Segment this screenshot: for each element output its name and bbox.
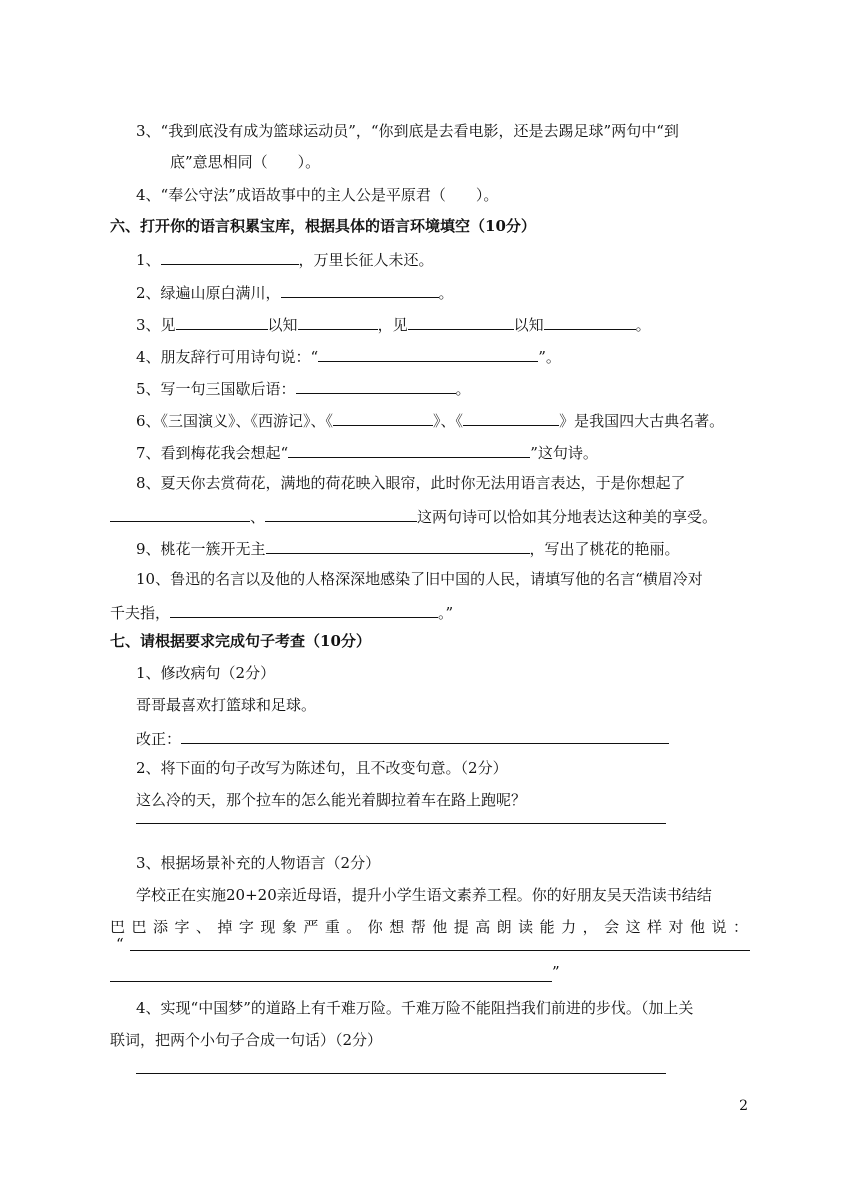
s6-q3-blank2[interactable] [298,313,378,330]
s6-q3-blank3[interactable] [408,313,514,330]
s6-q9-prefix: 9、桃花一簇开无主 [136,540,266,558]
s7-q1-fix-label: 改正： [136,730,182,748]
s6-q2-prefix: 2、绿遍山原白满川， [136,284,281,302]
s6-q3-part3: ，见 [377,316,408,334]
s6-q3-part4: 以知 [513,316,544,334]
s7-q2-answer-line[interactable] [136,823,666,824]
s6-q10-prefix: 千夫指， [110,604,171,622]
s6-q8-sep: 、 [250,508,266,526]
s6-q2-suffix: 。 [438,284,454,302]
s7-q4-line1: 4、实现“中国梦”的道路上有千难万险。千难万险不能阻挡我们前进的步伐。（加上关 [136,999,694,1017]
s6-q6-blank2[interactable] [463,409,559,426]
s6-q3-blank4[interactable] [544,313,636,330]
s6-q8-blank2[interactable] [265,505,417,522]
s5-q4: 4、“奉公守法”成语故事中的主人公是平原君（ ）。 [136,186,499,204]
s6-q5-suffix: 。 [455,380,471,398]
s6-q2 [136,281,454,303]
s6-q3 [136,313,651,335]
s7-q3-title: 3、根据场景补充的人物语言（2分） [136,854,381,872]
s6-q8-suffix: 这两句诗可以恰如其分地表达这种美的享受。 [417,508,718,526]
s6-q7-prefix: 7、看到梅花我会想起“ [136,444,289,462]
s7-q3-answer-line2[interactable] [110,981,552,982]
s7-q3-close-quote: ” [552,963,560,981]
s6-q1-blank[interactable] [161,248,299,265]
s6-q3-part1: 3、见 [136,316,176,334]
page-number: 2 [739,1098,748,1114]
s7-q1-answer-line[interactable] [181,727,669,744]
s7-q1-sentence: 哥哥最喜欢打篮球和足球。 [136,696,317,714]
s6-q1 [136,248,434,270]
s6-q6-mid: 》、《 [433,412,464,430]
s6-q6-blank1[interactable] [333,409,433,426]
s7-q4-answer-line[interactable] [136,1073,666,1074]
s6-q5-prefix: 5、写一句三国歇后语： [136,380,296,398]
s5-q3-line1: 3、“我到底没有成为篮球运动员”，“你到底是去看电影，还是去踢足球”两句中“到 [136,122,679,140]
s6-q9 [136,537,680,559]
s6-q6-prefix: 6、《三国演义》、《西游记》、《 [136,412,334,430]
section6-heading: 六、打开你的语言积累宝库，根据具体的语言环境填空（10分） [110,217,536,235]
s6-q7-blank[interactable] [288,441,530,458]
s6-q6 [136,409,724,431]
s6-q5 [136,377,471,399]
s6-q10-line2 [110,601,453,623]
s6-q3-part2: 以知 [267,316,298,334]
s6-q4 [136,345,561,367]
s6-q10-suffix: 。” [438,604,454,622]
s7-q3-open-quote: “ [116,935,124,953]
s6-q9-blank[interactable] [266,537,530,554]
s6-q2-blank[interactable] [281,281,439,298]
s7-q3-answer-line1[interactable] [130,950,750,951]
s6-q3-blank1[interactable] [176,313,268,330]
s6-q5-blank[interactable] [296,377,456,394]
s7-q3-line2: 巴巴添字、掉字现象严重。你想帮他提高朗读能力，会这样对他说： [110,918,750,936]
s6-q8-line2 [110,505,717,527]
s7-q1-fix [136,727,669,749]
s6-q9-suffix: ，写出了桃花的艳丽。 [529,540,680,558]
s7-q4-line2: 联词，把两个小句子合成一句话）（2分） [110,1031,383,1049]
s6-q10-blank[interactable] [170,601,438,618]
s7-q1-title: 1、修改病句（2分） [136,664,276,682]
s5-q3-line2: 底”意思相同（ ）。 [170,153,321,171]
s6-q7 [136,441,598,463]
s6-q1-suffix: ，万里长征人未还。 [298,251,434,269]
s6-q7-suffix: ”这句诗。 [530,444,598,462]
s6-q8-line1: 8、夏天你去赏荷花，满地的荷花映入眼帘，此时你无法用语言表达，于是你想起了 [136,474,686,492]
s6-q8-blank1[interactable] [110,505,250,522]
s7-q2-sentence: 这么冷的天，那个拉车的怎么能光着脚拉着车在路上跑呢？ [136,791,527,809]
section7-heading: 七、请根据要求完成句子考查（10分） [110,632,371,650]
s6-q6-suffix: 》是我国四大古典名著。 [559,412,725,430]
s6-q1-prefix: 1、 [136,251,161,269]
s6-q3-part5: 。 [635,316,651,334]
s6-q4-blank[interactable] [318,345,538,362]
s6-q4-prefix: 4、朋友辞行可用诗句说：“ [136,348,319,366]
s7-q2-title: 2、将下面的句子改写为陈述句，且不改变句意。（2分） [136,759,508,777]
s6-q10-line1: 10、鲁迅的名言以及他的人格深深地感染了旧中国的人民，请填写他的名言“横眉冷对 [136,570,703,588]
s7-q3-line1: 学校正在实施20+20亲近母语，提升小学生语文素养工程。你的好朋友吴天浩读书结结 [136,886,712,904]
s6-q4-suffix: ”。 [538,348,561,366]
